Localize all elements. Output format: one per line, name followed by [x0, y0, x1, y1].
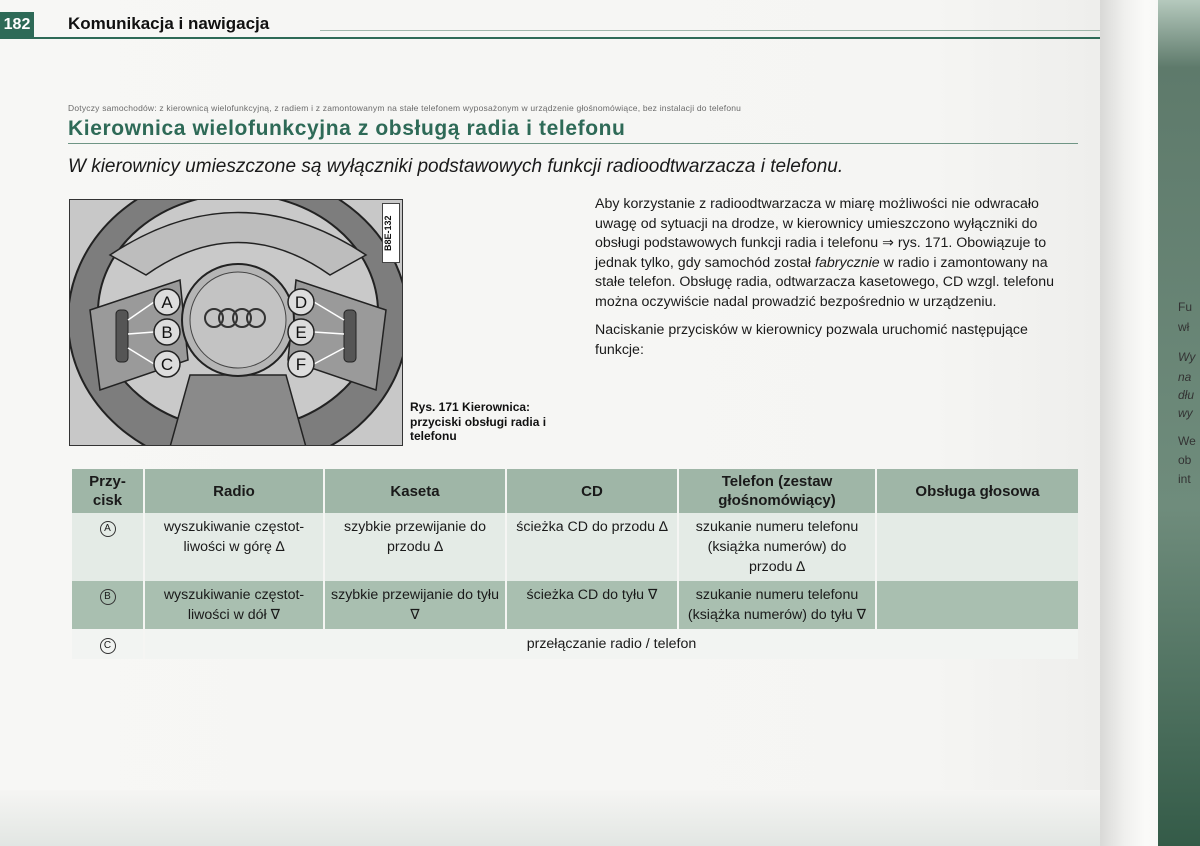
body-paragraph-2: Naciskanie przycisków w kierownicy pozwala uruchomić następujące funkcje:	[595, 322, 1028, 358]
row-key	[72, 629, 144, 659]
edge-fragment: Wy	[1178, 350, 1196, 364]
page-number: 182	[0, 12, 34, 38]
cell-kaseta: szybkie przewijanie do tyłu ∇	[324, 581, 506, 629]
cell-cd: ścieżka CD do przodu ∆	[506, 513, 678, 581]
lead-paragraph: W kierownicy umieszczone są wyłączniki podstawowych funkcji radioodtwarzacza i telefonu.	[68, 156, 844, 177]
body-text	[595, 195, 1075, 369]
figure-code: B8E-132	[382, 203, 400, 263]
table-header-row	[72, 469, 1078, 513]
edge-fragment: wł	[1178, 320, 1190, 334]
edge-fragment: ob	[1178, 453, 1192, 467]
edge-fragment: We	[1178, 434, 1196, 448]
key-b-icon: B	[100, 589, 116, 605]
col-header-telefon: Telefon (zestaw głośnomówiący)	[678, 469, 876, 513]
header-thin-rule	[320, 30, 1100, 31]
edge-fragment: int	[1178, 472, 1191, 486]
svg-text:F: F	[295, 355, 307, 374]
figure-caption: Rys. 171 Kierownica: przyciski obsługi radia i telefonu	[410, 400, 547, 443]
svg-text:A: A	[161, 293, 173, 312]
edge-fragment: Fu	[1178, 300, 1193, 314]
table-row	[72, 629, 1078, 659]
key-c-icon: C	[100, 638, 116, 654]
cell-telefon: szukanie numeru telefonu (książka numerów) do tyłu ∇	[678, 581, 876, 629]
adjacent-page-tab	[1158, 0, 1200, 846]
cell-glos	[876, 513, 1078, 581]
section-title: Kierownica wielofunkcyjna z obsługą radia i telefonu	[68, 117, 626, 140]
col-header-glos: Obsługa głosowa	[876, 469, 1078, 513]
table-row	[72, 581, 1078, 629]
header-rule	[0, 37, 1100, 39]
cell-merged: przełączanie radio / telefon	[144, 629, 1078, 659]
col-header-cd: CD	[506, 469, 678, 513]
cell-radio: wyszukiwanie częstot-liwości w górę ∆	[144, 513, 324, 581]
section-rule	[68, 143, 1078, 144]
cell-glos	[876, 581, 1078, 629]
adjacent-page-edge	[1100, 0, 1200, 846]
col-header-button: Przy- cisk	[72, 469, 144, 513]
svg-text:D: D	[294, 293, 308, 312]
edge-fragment: na	[1178, 370, 1192, 384]
edge-fragment: dłu	[1178, 388, 1195, 402]
page-bottom-band	[0, 790, 1100, 846]
chapter-title: Komunikacja i nawigacja	[68, 14, 270, 33]
row-key	[72, 581, 144, 629]
steering-wheel-illustration	[70, 200, 403, 446]
key-a-icon: A	[100, 521, 116, 537]
cell-radio: wyszukiwanie częstot-liwości w dół ∇	[144, 581, 324, 629]
steering-wheel-figure	[69, 199, 403, 446]
svg-text:C: C	[160, 355, 174, 374]
svg-text:E: E	[295, 323, 307, 342]
body-paragraph-1: Aby korzystanie z radioodtwarzacza w miarę możliwości nie odwracało uwagę od sytuacji na drodze, w kierownicy umieszczono wyłączniki do obsługi podstawowych funkcji radia i telefonu ⇒ rys. 171. Obowiązuje to jednak tylko, gdy samochód został fabrycznie w radio i zamontowany na stałe telefon. Obsługę radia, odtwarzacza kasetowego, CD wzgl. telefonu można oczywiście nadal prowadzić bezpośrednio w urządzeniu.	[595, 196, 1054, 310]
cell-telefon: szukanie numeru telefonu (książka numerów) do przodu ∆	[678, 513, 876, 581]
table-row	[72, 513, 1078, 581]
edge-fragment: wy	[1178, 406, 1193, 420]
svg-text:B: B	[161, 323, 173, 342]
col-header-kaseta: Kaseta	[324, 469, 506, 513]
col-header-radio: Radio	[144, 469, 324, 513]
applicability-note: Dotyczy samochodów: z kierownicą wielofunkcyjną, z radiem i z zamontowanym na stałe telefonem wyposażonym w urządzenie głośnomówiące, bez instalacji do telefonu	[68, 103, 742, 113]
functions-table	[72, 469, 1078, 659]
row-key	[72, 513, 144, 581]
cell-cd: ścieżka CD do tyłu ∇	[506, 581, 678, 629]
cell-kaseta: szybkie przewijanie do przodu ∆	[324, 513, 506, 581]
